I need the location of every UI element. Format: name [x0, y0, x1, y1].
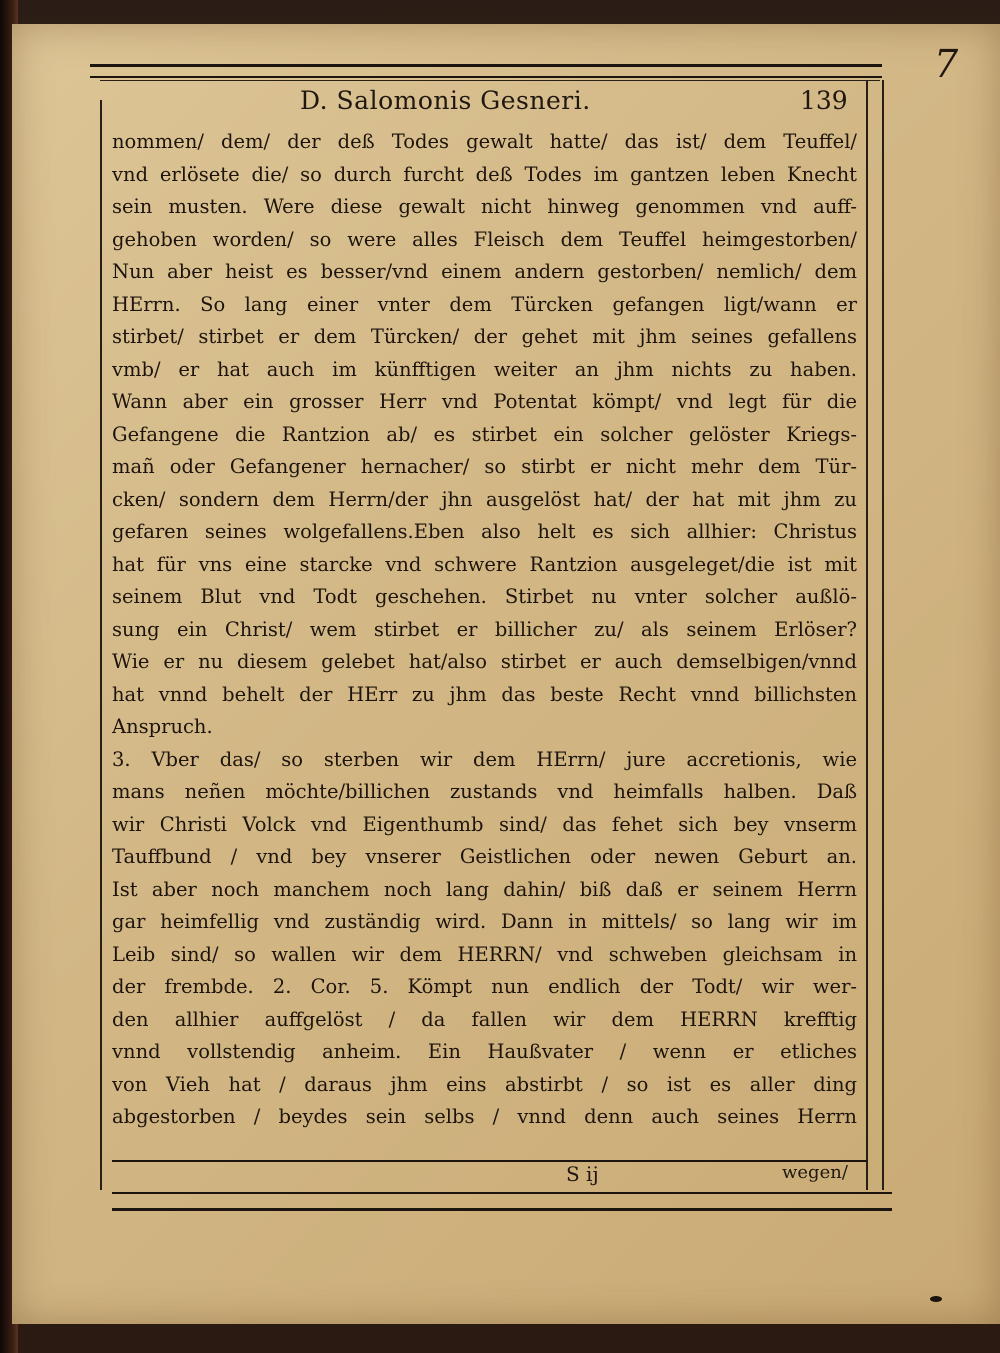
footer-rule-thick — [112, 1208, 892, 1211]
text-line: Anspruch. — [112, 715, 213, 738]
text-line: gehoben worden/ so were alles Fleisch dem Teuffel heimgestorben/ — [112, 227, 857, 251]
text-line: gefaren seines wolgefallens.Eben also helt es sich allhier: Christus — [112, 520, 857, 543]
running-head: D. Salomonis Gesneri. — [300, 86, 591, 115]
ink-speck — [930, 1296, 942, 1302]
text-line: Nun aber heist es besser/vnd einem andern gestorben/ nemlich/ dem — [112, 260, 857, 283]
bottom-text-rule — [112, 1160, 867, 1162]
text-line: 3. Vber das/ so sterben wir dem HErrn/ jure accretionis, wie — [112, 747, 857, 771]
text-line: vnd erlösete die/ so durch furcht deß Todes im gantzen leben Knecht — [112, 162, 857, 186]
text-line: Gefangene die Rantzion ab/ es stirbet ein solcher gelöster Kriegs- — [112, 422, 857, 446]
text-line: Tauffbund / vnd bey vnserer Geistlichen oder newen Geburt an. — [112, 845, 857, 868]
text-line: gar heimfellig vnd zuständig wird. Dann in mittels/ so lang wir im — [112, 910, 857, 933]
top-rule — [90, 64, 882, 78]
text-line: HErrn. So lang einer vnter dem Türcken gefangen ligt/wann er — [112, 292, 857, 316]
text-line: nommen/ dem/ der deß Todes gewalt hatte/ das ist/ dem Teuffel/ — [112, 130, 857, 153]
text-line: abgestorben / beydes sein selbs / vnnd denn auch seines Herrn — [112, 1105, 857, 1128]
text-line: vmb/ er hat auch im künfftigen weiter an jhm nichts zu haben. — [112, 357, 857, 381]
text-line: cken/ sondern dem Herrn/der jhn ausgelöst hat/ der hat mit jhm zu — [112, 487, 857, 511]
top-rule-thin — [100, 80, 880, 81]
right-frame-rule — [866, 80, 868, 1190]
text-line: sung ein Christ/ wem stirbet er billicher zu/ als seinem Erlöser? — [112, 617, 857, 641]
text-line: der frembde. 2. Cor. 5. Kömpt nun endlich der Todt/ wir wer- — [112, 975, 857, 998]
text-line: Leib sind/ so wallen wir dem HERRN/ vnd schweben gleichsam in — [112, 942, 857, 966]
text-line: den allhier auffgelöst / da fallen wir dem HERRN krefftig — [112, 1007, 857, 1031]
text-line: Wie er nu diesem gelebet hat/also stirbet er auch demselbigen/vnnd — [112, 650, 857, 673]
text-line: hat vnnd behelt der HErr zu jhm das beste Recht vnnd billichsten — [112, 682, 857, 706]
body-text — [112, 126, 857, 1134]
text-line: hat für vns eine starcke vnd schwere Rantzion ausgeleget/die ist mit — [112, 552, 857, 576]
text-line: wir Christi Volck vnd Eigenthumb sind/ das fehet sich bey vnserm — [112, 812, 857, 836]
right-frame-rule-outer — [882, 80, 884, 1190]
page-number: 139 — [800, 86, 848, 115]
text-line: mañ oder Gefangener hernacher/ so stirbt er nicht mehr dem Tür- — [112, 455, 857, 478]
text-line: vnnd vollstendig anheim. Ein Haußvater / wenn er etliches — [112, 1040, 857, 1063]
text-line: Wann aber ein grosser Herr vnd Potentat kömpt/ vnd legt für die — [112, 390, 857, 413]
text-line: mans neñen möchte/billichen zustands vnd heimfalls halben. Daß — [112, 780, 857, 803]
text-line: sein musten. Were diese gewalt nicht hinweg genommen vnd auff- — [112, 195, 857, 218]
left-frame-rule — [100, 100, 102, 1190]
text-line: Ist aber noch manchem noch lang dahin/ biß daß er seinem Herrn — [112, 877, 857, 901]
signature-mark: S ij — [566, 1162, 599, 1186]
text-line: von Vieh hat / daraus jhm eins abstirbt / so ist es aller ding — [112, 1072, 857, 1096]
text-line: seinem Blut vnd Todt geschehen. Stirbet nu vnter solcher außlö- — [112, 585, 857, 608]
text-line: stirbet/ stirbet er dem Türcken/ der gehet mit jhm seines gefallens — [112, 325, 857, 348]
catchword: wegen/ — [782, 1162, 848, 1183]
handwritten-folio-mark: 7 — [934, 42, 959, 86]
footer-rule — [112, 1192, 892, 1194]
